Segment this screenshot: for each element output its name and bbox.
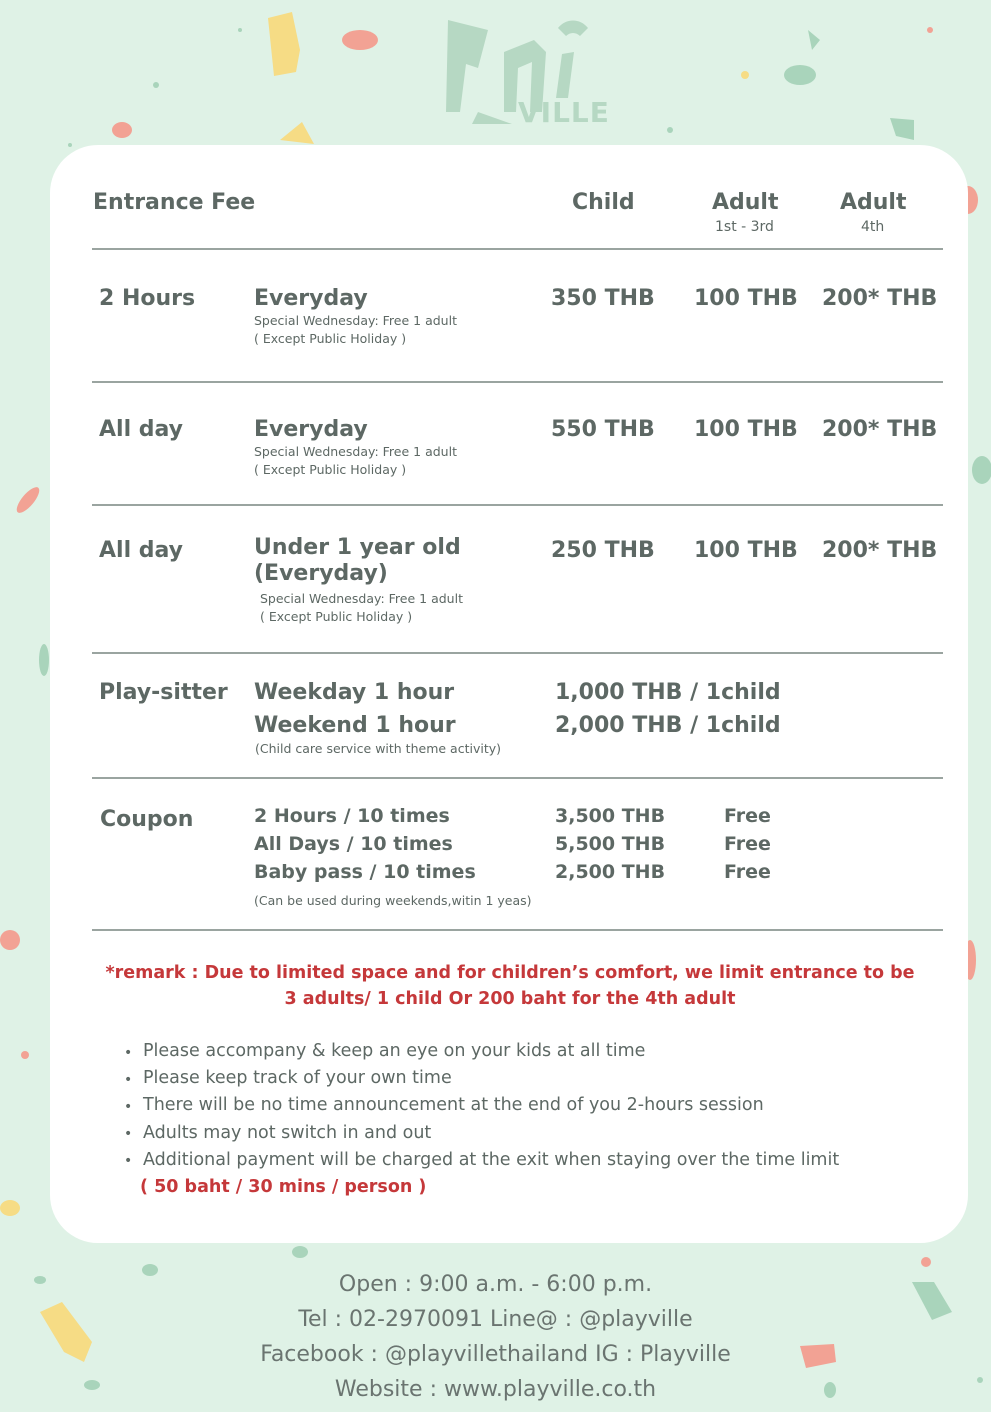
row-note: Special Wednesday: Free 1 adult xyxy=(254,313,457,328)
coupon-item-adult: Free xyxy=(724,833,771,855)
bullet-icon: • xyxy=(124,1153,133,1169)
adult4-price: 200* THB xyxy=(822,417,938,442)
coupon-item-price: 5,500 THB xyxy=(555,833,666,855)
divider xyxy=(92,652,943,654)
playsitter-weekend: Weekend 1 hour xyxy=(254,713,456,738)
adult-price: 100 THB xyxy=(694,538,798,563)
playsitter-weekend-price: 2,000 THB / 1child xyxy=(555,713,781,738)
adult-price: 100 THB xyxy=(694,286,798,311)
adult4-price: 200* THB xyxy=(822,286,938,311)
adult4-price: 200* THB xyxy=(822,538,938,563)
entrance-fee-heading: Entrance Fee xyxy=(93,190,256,215)
adult4-column-subheading: 4th xyxy=(861,219,885,235)
playsitter-label: Play-sitter xyxy=(99,680,228,705)
playville-logo xyxy=(440,12,610,129)
divider xyxy=(92,504,943,506)
remark-line-1: *remark : Due to limited space and for children’s comfort, we limit entrance to be xyxy=(105,963,915,983)
rule-item: Please keep track of your own time xyxy=(143,1068,452,1088)
adult4-column-heading: Adult xyxy=(840,190,907,215)
playsitter-note: (Child care service with theme activity) xyxy=(255,741,501,756)
rule-item: There will be no time announcement at the end of you 2-hours session xyxy=(143,1095,764,1115)
coupon-item-name: Baby pass / 10 times xyxy=(254,861,476,883)
contact-tel: Tel : 02-2970091 Line@ : @playville xyxy=(298,1307,693,1332)
row-description: Everyday xyxy=(254,417,368,442)
row-note: Special Wednesday: Free 1 adult xyxy=(260,591,463,606)
bullet-icon: • xyxy=(124,1045,133,1061)
rule-item: Additional payment will be charged at the exit when staying over the time limit xyxy=(143,1150,840,1170)
adult-price: 100 THB xyxy=(694,417,798,442)
child-price: 250 THB xyxy=(551,538,655,563)
coupon-item-name: 2 Hours / 10 times xyxy=(254,805,450,827)
playsitter-weekday-price: 1,000 THB / 1child xyxy=(555,680,781,705)
coupon-item-adult: Free xyxy=(724,861,771,883)
row-duration: All day xyxy=(99,538,184,563)
divider xyxy=(92,777,943,779)
child-price: 350 THB xyxy=(551,286,655,311)
coupon-item-price: 2,500 THB xyxy=(555,861,666,883)
website: Website : www.playville.co.th xyxy=(334,1377,657,1402)
overtime-fee: ( 50 baht / 30 mins / person ) xyxy=(140,1177,427,1197)
remark-line-2: 3 adults/ 1 child Or 200 baht for the 4th adult xyxy=(284,989,736,1009)
row-duration: 2 Hours xyxy=(99,286,196,311)
rule-item: Adults may not switch in and out xyxy=(143,1123,432,1143)
row-note: Special Wednesday: Free 1 adult xyxy=(254,444,457,459)
social-media: Facebook : @playvillethailand IG : Playville xyxy=(260,1342,731,1367)
coupon-item-name: All Days / 10 times xyxy=(254,833,453,855)
playsitter-weekday: Weekday 1 hour xyxy=(254,680,455,705)
child-column-heading: Child xyxy=(572,190,635,215)
coupon-item-adult: Free xyxy=(724,805,771,827)
divider xyxy=(92,381,943,383)
row-note: ( Except Public Holiday ) xyxy=(260,609,413,624)
opening-hours: Open : 9:00 a.m. - 6:00 p.m. xyxy=(338,1272,653,1297)
row-duration: All day xyxy=(99,417,184,442)
rule-item: Please accompany & keep an eye on your kids at all time xyxy=(143,1041,646,1061)
adult-column-heading: Adult xyxy=(712,190,779,215)
row-description: Under 1 year old xyxy=(254,535,461,560)
row-note: ( Except Public Holiday ) xyxy=(254,462,407,477)
bullet-icon: • xyxy=(124,1072,133,1088)
row-note: ( Except Public Holiday ) xyxy=(254,331,407,346)
child-price: 550 THB xyxy=(551,417,655,442)
adult-column-subheading: 1st - 3rd xyxy=(715,219,774,235)
row-description: Everyday xyxy=(254,286,368,311)
coupon-note: (Can be used during weekends,witin 1 yeas) xyxy=(254,893,532,908)
row-description-line2: (Everyday) xyxy=(254,561,388,586)
coupon-label: Coupon xyxy=(100,807,194,832)
logo-word: VILLE xyxy=(518,96,610,129)
bullet-icon: • xyxy=(124,1126,133,1142)
divider xyxy=(92,929,943,931)
coupon-item-price: 3,500 THB xyxy=(555,805,666,827)
bullet-icon: • xyxy=(124,1099,133,1115)
divider xyxy=(92,248,943,250)
